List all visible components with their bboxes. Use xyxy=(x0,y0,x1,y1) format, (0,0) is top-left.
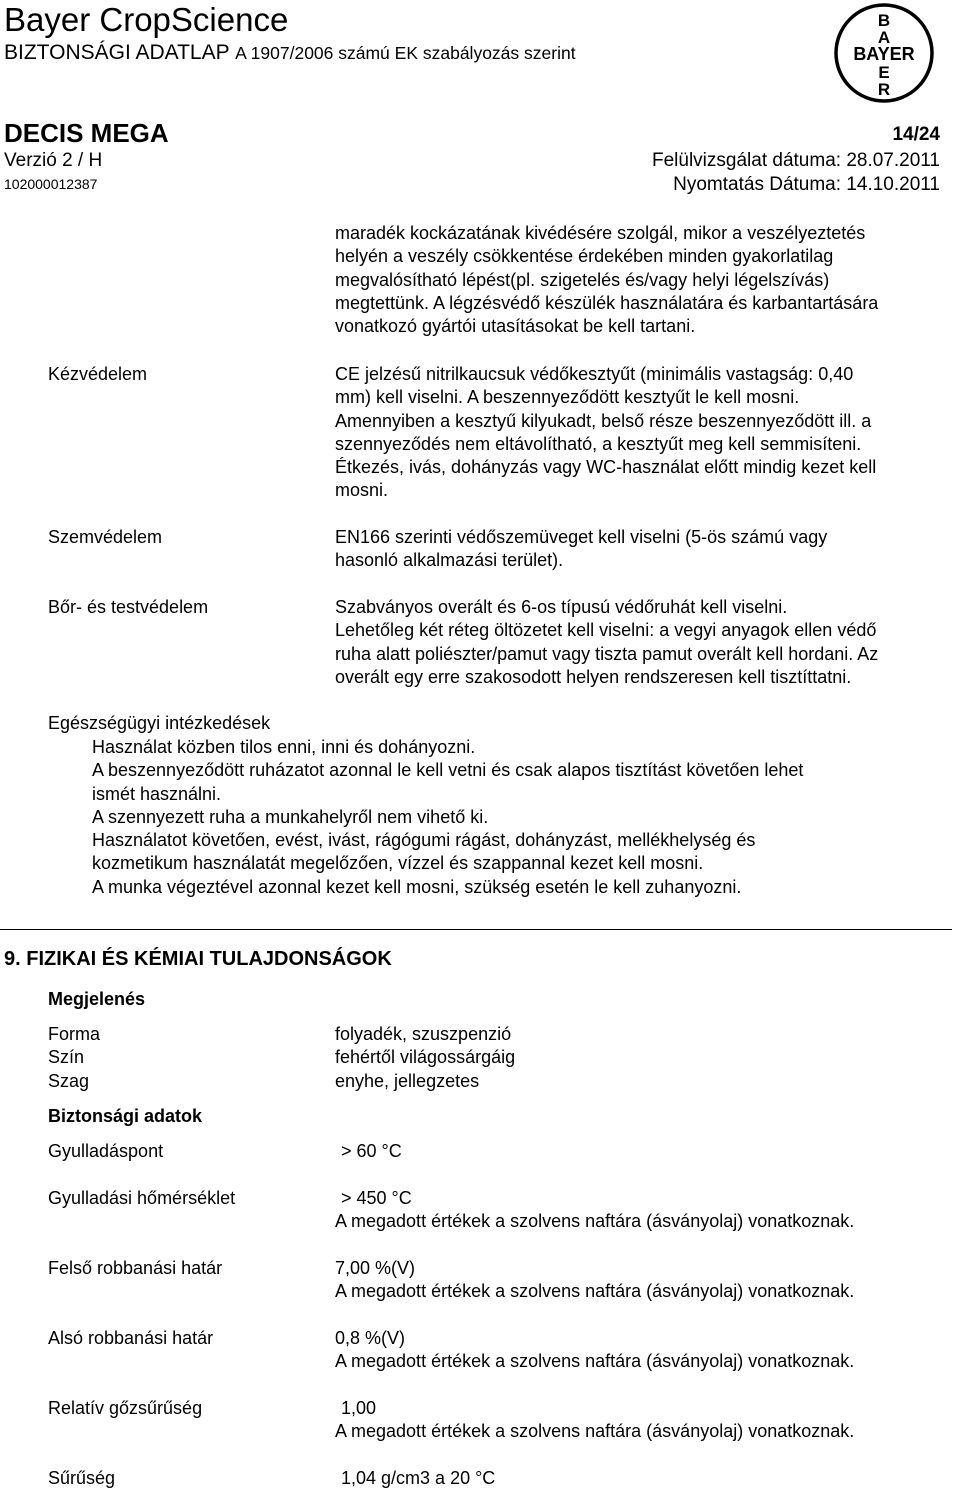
upper-explosion-limit-value: 7,00 %(V) xyxy=(335,1258,416,1278)
hygiene-title: Egészségügyi intézkedések xyxy=(48,713,271,733)
lower-explosion-limit-note: A megadott értékek a szolvens naftára (ásványolaj) vonatkoznak. xyxy=(335,1351,855,1371)
product-name: DECIS MEGA xyxy=(4,118,169,148)
appearance-label-form: Forma xyxy=(48,1024,101,1044)
safety-data-title: Biztonsági adatok xyxy=(48,1106,203,1126)
flash-point-value: > 60 °C xyxy=(341,1141,402,1161)
relative-vapor-density-value: 1,00 xyxy=(341,1398,377,1418)
upper-explosion-limit-note: A megadott értékek a szolvens naftára (ásványolaj) vonatkoznak. xyxy=(335,1281,855,1301)
appearance-value-color: fehértől világossárgáig xyxy=(335,1047,516,1067)
ignition-temperature-label: Gyulladási hőmérséklet xyxy=(48,1188,236,1208)
company-name: Bayer CropScience xyxy=(4,1,289,38)
appearance-title: Megjelenés xyxy=(48,989,146,1009)
respiratory-protection-text: maradék kockázatának kivédésére szolgál, mikor a veszélyeztetés helyén a veszély csökkentése érdekében minden gyakorlatilag megvalósítható lépést(pl. szigetelés és/vagy helyi légelszívás) megtettünk. A légzésvédő készülék használatára és karbantartására vonatkozó gyártói utasításokat be kell tartani. xyxy=(335,223,879,337)
appearance-value-form: folyadék, szuszpenzió xyxy=(335,1024,512,1044)
upper-explosion-limit-label: Felső robbanási határ xyxy=(48,1258,223,1278)
hand-protection-text: CE jelzésű nitrilkaucsuk védőkesztyűt (minimális vastagság: 0,40 mm) kell viselni. A beszennyeződött kesztyűt le kell mosni. Amennyiben a kesztyű kilyukadt, belső része beszennyeződött ill. a szennyeződés nem eltávolítható, a kesztyűt meg kell semmisíteni. Étkezés, ivás, dohányzás vagy WC-használat előtt mindig kezet kell mosni. xyxy=(335,364,877,501)
page-number: 14/24 xyxy=(892,124,940,145)
density-label: Sűrűség xyxy=(48,1468,116,1488)
document-title xyxy=(4,40,576,66)
flash-point-label: Gyulladáspont xyxy=(48,1141,164,1161)
skin-protection-label: Bőr- és testvédelem xyxy=(48,597,209,617)
ignition-temperature-note: A megadott értékek a szolvens naftára (ásványolaj) vonatkoznak. xyxy=(335,1211,855,1231)
print-date: Nyomtatás Dátuma: 14.10.2011 xyxy=(673,174,940,195)
appearance-label-color: Szín xyxy=(48,1047,85,1067)
skin-protection-text: Szabványos overált és 6-os típusú védőruhát kell viselni. Lehetőleg két réteg öltözetet kell viselni: a vegyi anyagok ellen védő ruha alatt poliészter/pamut vagy tiszta pamut overált kell hordani. Az overált egy erre szakosodott helyen rendszeresen kell tisztíttatni. xyxy=(335,597,879,687)
eye-protection-text: EN166 szerinti védőszemüveget kell viselni (5-ös számú vagy hasonló alkalmazási terület). xyxy=(335,527,828,571)
document-title-main: BIZTONSÁGI ADATLAP xyxy=(4,41,230,64)
section-divider xyxy=(0,929,952,930)
eye-protection-label: Szemvédelem xyxy=(48,527,163,547)
section-9-title: 9. FIZIKAI ÉS KÉMIAI TULAJDONSÁGOK xyxy=(4,948,392,970)
version: Verzió 2 / H xyxy=(4,150,103,171)
lower-explosion-limit-label: Alsó robbanási határ xyxy=(48,1328,214,1348)
bayer-cross-logo xyxy=(833,2,935,104)
appearance-value-odor: enyhe, jellegzetes xyxy=(335,1071,480,1091)
relative-vapor-density-note: A megadott értékek a szolvens naftára (ásványolaj) vonatkoznak. xyxy=(335,1421,855,1441)
hand-protection-label: Kézvédelem xyxy=(48,364,148,384)
logo-letter-r: R xyxy=(877,80,891,99)
appearance-label-odor: Szag xyxy=(48,1071,90,1091)
density-value: 1,04 g/cm3 a 20 °C xyxy=(341,1468,496,1488)
ignition-temperature-value: > 450 °C xyxy=(341,1188,412,1208)
document-title-regulation: A 1907/2006 számú EK szabályozás szerint xyxy=(235,43,576,63)
logo-word-bayer: BAYER xyxy=(853,44,915,64)
review-date: Felülvizsgálat dátuma: 28.07.2011 xyxy=(652,150,940,171)
hygiene-text: Használat közben tilos enni, inni és dohányozni. A beszennyeződött ruházatot azonnal le kell vetni és csak alapos tisztítást követően lehet ismét használni. A szennyezett ruha a munkahelyről nem vihető ki. Használatot követően, evést, ivást, rágógumi rágást, dohányzást, mellékhelység és kozmetikum használatát megelőzően, vízzel és szappannal kezet kell mosni. A munka végeztével azonnal kezet kell mosni, szükség esetén le kell zuhanyozni. xyxy=(92,737,804,897)
logo-letter-e: E xyxy=(878,63,890,82)
relative-vapor-density-label: Relatív gőzsűrűség xyxy=(48,1398,203,1418)
logo-letter-b: B xyxy=(877,11,891,30)
logo-letter-a: A xyxy=(877,28,891,47)
lower-explosion-limit-value: 0,8 %(V) xyxy=(335,1328,406,1348)
document-code: 102000012387 xyxy=(4,176,98,192)
